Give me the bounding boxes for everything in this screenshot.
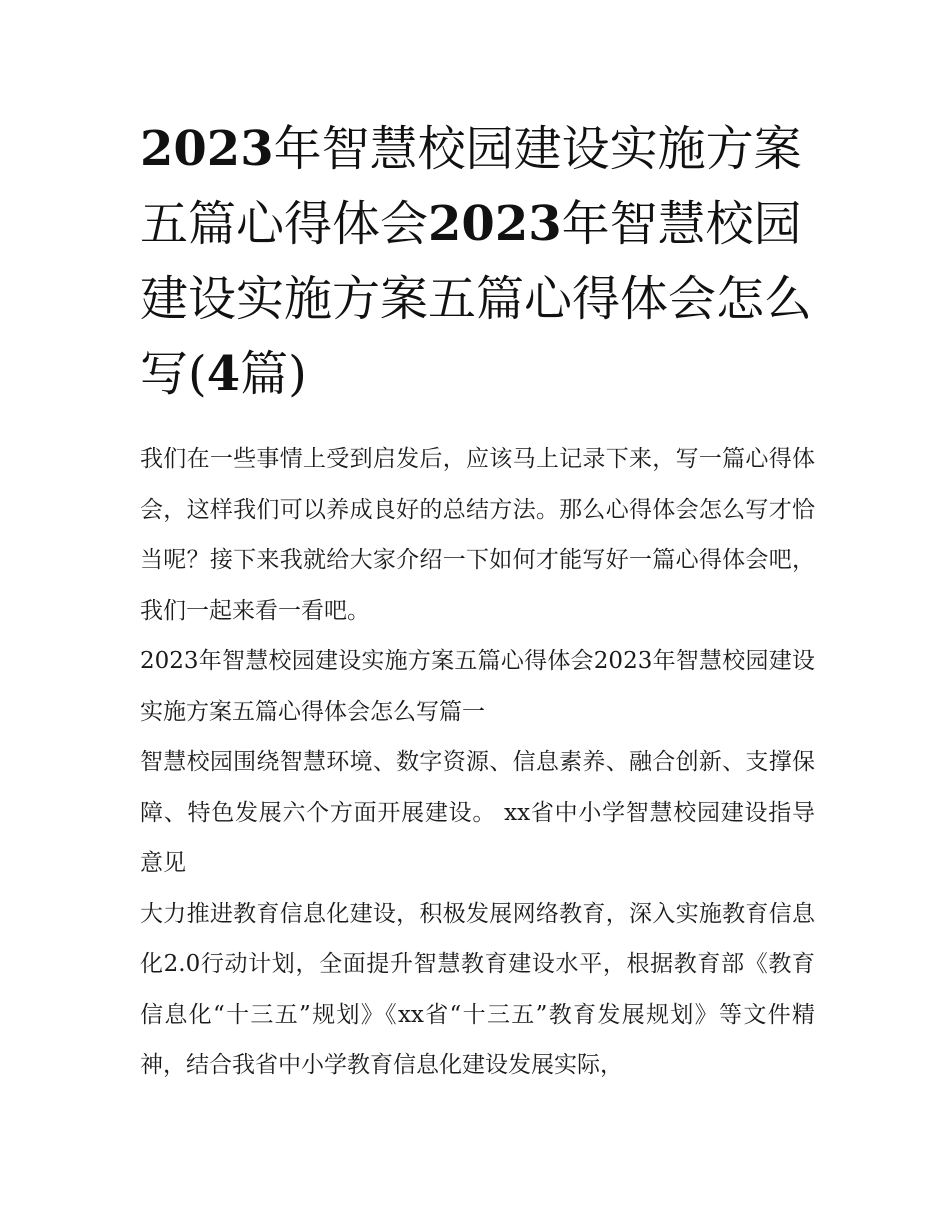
intro-paragraph: 我们在一些事情上受到启发后，应该马上记录下来，写一篇心得体会，这样我们可以养成良好的总结方法。那么心得体会怎么写才恰当呢？接下来我就给大家介绍一下如何才能写好一篇心得体会吧，我们一起来看一看吧。 bbox=[140, 446, 815, 624]
body-paragraph: 大力推进教育信息化建设，积极发展网络教育，深入实施教育信息化2.0行动计划，全面提升智慧教育建设水平，根据教育部《教育信息化“十三五”规划》《xx省“十三五”教育发展规划》等文件精神，结合我省中小学教育信息化建设发展实际， bbox=[140, 900, 815, 1078]
document-title: 2023年智慧校园建设实施方案五篇心得体会2023年智慧校园建设实施方案五篇心得体会怎么写(4篇) bbox=[140, 121, 813, 402]
document-page bbox=[140, 112, 815, 1091]
section-heading-paragraph: 2023年智慧校园建设实施方案五篇心得体会2023年智慧校园建设实施方案五篇心得体会怎么写篇一 bbox=[140, 648, 815, 725]
body-paragraph: 智慧校园围绕智慧环境、数字资源、信息素养、融合创新、支撑保障、特色发展六个方面开展建设。 xx省中小学智慧校园建设指导意见 bbox=[140, 749, 815, 876]
